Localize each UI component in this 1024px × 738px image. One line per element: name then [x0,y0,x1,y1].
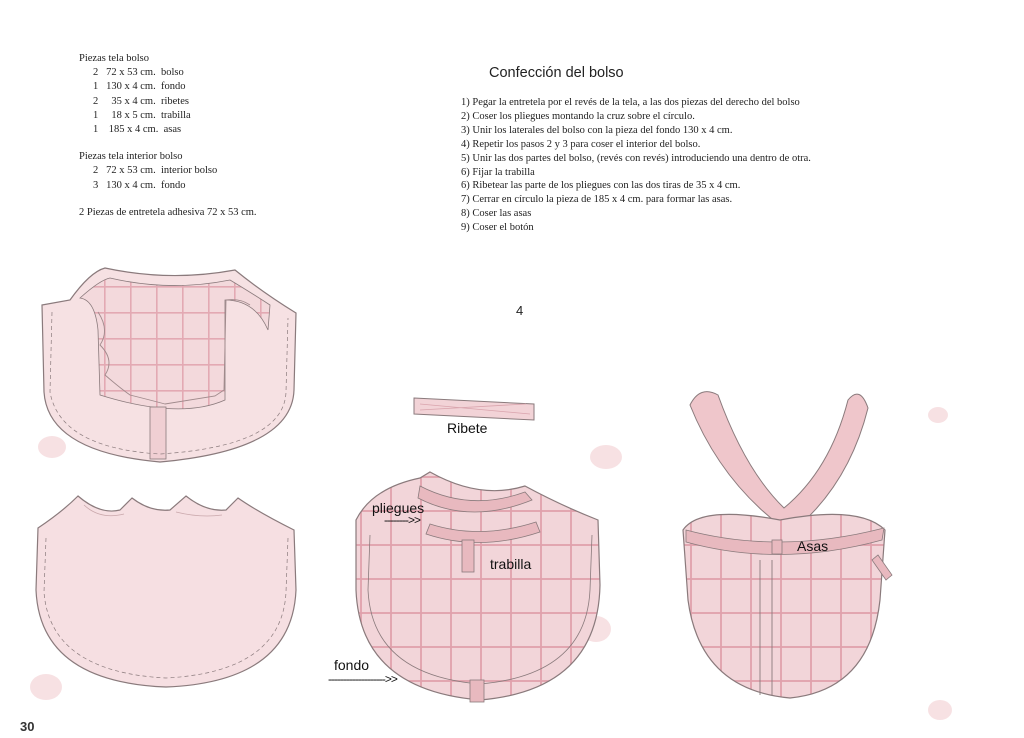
instructions-title: Confección del bolso [489,65,624,81]
label-ribete: Ribete [447,420,488,436]
instruction-step: 1) Pegar la entretela por el revés de la tela, a las dos piezas del derecho del bolso [461,97,800,108]
instruction-step: 4) Repetir los pasos 2 y 3 para coser el interior del bolso. [461,138,701,150]
instruction-step: 3) Unir los laterales del bolso con la pieza del fondo 130 x 4 cm. [461,124,733,136]
materials-item: 2 35 x 4 cm. ribetes [93,95,189,107]
bag-piece-lining [36,496,296,687]
bag-piece-open [42,268,296,462]
materials-group-title: Piezas tela interior bolso [79,151,183,163]
instruction-step: 2) Coser los pliegues montando la cruz sobre el círculo. [461,110,695,122]
materials-group-title: Piezas tela bolso [79,53,149,64]
page-number: 30 [20,719,35,734]
materials-item: 2 72 x 53 cm. bolso [93,67,184,79]
instruction-step: 6) Ribetear las parte de los pliegues con las dos tiras de 35 x 4 cm. [461,180,741,192]
materials-item: 1 185 x 4 cm. asas [93,124,182,136]
instruction-step: 5) Unir las dos partes del bolso, (revés con revés) introduciendo una dentro de otra. [461,152,811,164]
materials-interfacing: 2 Piezas de entretela adhesiva 72 x 53 cm. [79,206,257,218]
ribete-strip [414,398,534,420]
instruction-step: 9) Coser el botón [461,222,534,234]
materials-item: 1 18 x 5 cm. trabilla [93,109,191,121]
materials-item: 2 72 x 53 cm. interior bolso [93,165,218,177]
figure-number: 4 [516,303,524,318]
arrow-fondo: ------------------->> [328,672,397,686]
label-trabilla: trabilla [490,556,532,572]
materials-item: 1 130 x 4 cm. fondo [93,81,186,93]
label-fondo: fondo [334,657,370,673]
label-asas: Asas [797,538,829,554]
materials-item: 3 130 x 4 cm. fondo [93,179,186,191]
label-pliegues: pliegues [372,500,425,516]
bag-with-handles [683,392,892,698]
instruction-step: 6) Fijar la trabilla [461,166,535,178]
instruction-step: 7) Cerrar en círculo la pieza de 185 x 4 cm. para formar las asas. [461,194,733,206]
instruction-step: 8) Coser las asas [461,208,532,220]
arrow-pliegues: -------->> [384,513,420,527]
instructions-list [461,96,841,235]
materials-list [79,52,379,220]
